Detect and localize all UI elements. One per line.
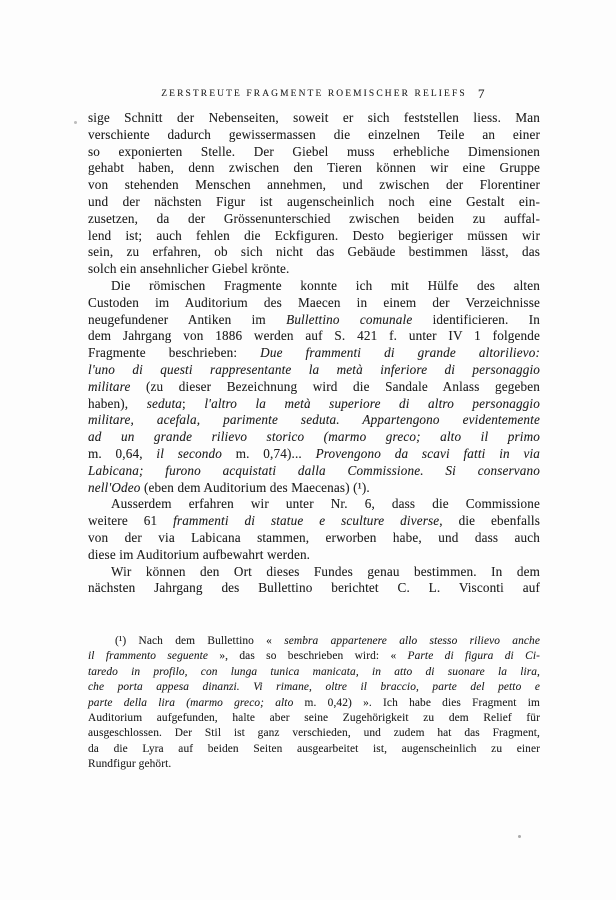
text-line: che porta appesa dinanzi. Vi rimane, oltre il braccio, parte del petto e <box>88 681 540 694</box>
scan-speck <box>74 121 77 124</box>
text-line: weitere 61 frammenti di statue e sculture diverse, die ebenfalls <box>88 513 540 529</box>
text-line: verschiente dadurch gewissermassen die einzelnen Teile an einer <box>88 126 540 142</box>
text-line: militare (zu dieser Bezeichnung wird die Sandale Anlass gegeben <box>88 378 540 394</box>
text-line: von stehenden Menschen annehmen, und zwischen der Florentiner <box>88 177 540 193</box>
text-line: da die Lyra auf beiden Seiten ausgearbeitet ist, augenscheinlich zu einer <box>88 742 540 755</box>
text-line: nell'Odeo (eben dem Auditorium des Maecenas) (¹). <box>88 479 370 495</box>
text-line: von der via Labicana stammen, erworben habe, und dass auch <box>88 529 540 545</box>
scan-speck <box>518 835 521 838</box>
text-line: (¹) Nach dem Bullettino « sembra appartenere allo stesso rilievo anche <box>115 635 540 647</box>
text-line: sige Schnitt der Nebenseiten, soweit er sich feststellen liess. Man <box>88 110 540 125</box>
text-line: l'uno di questi rappresentante la metà inferiore di personaggio <box>88 361 540 377</box>
text-line: sein, zu erfahren, ob sich nicht das Gebäude bestimmen lässt, das <box>88 244 540 260</box>
text-line: Labicana; furono acquistati dalla Commissione. Si conservano <box>88 462 540 478</box>
page-number: 7 <box>478 86 485 101</box>
text-line: ad un grande rilievo storico (marmo greco; alto il primo <box>88 429 540 445</box>
footnote <box>88 634 540 773</box>
text-line: parte della lira (marmo greco; alto m. 0,42) ». Ich habe dies Fragment im <box>88 696 540 709</box>
text-line: diese im Auditorium aufbewahrt werden. <box>88 546 311 562</box>
text-line: zusetzen, da der Grössenunterschied zwischen beiden zu auffal- <box>88 210 540 226</box>
text-line: neugefundener Antiken im Bullettino comunale identificieren. In <box>88 311 540 327</box>
text-line: Die römischen Fragmente konnte ich mit Hülfe des alten <box>111 277 540 293</box>
text-line: Wir können den Ort dieses Fundes genau bestimmen. In dem <box>111 563 540 579</box>
text-line: Fragmente beschrieben: Due frammenti di grande altorilievo: <box>88 345 541 361</box>
running-title: ZERSTREUTE FRAGMENTE ROEMISCHER RELIEFS <box>161 89 467 99</box>
text-line: nächsten Jahrgang des Bullettino berichtet C. L. Visconti auf <box>88 580 540 596</box>
text-line: Rundfigur gehört. <box>88 758 172 771</box>
text-line: Auditorium aufgefunden, halte aber seine Zugehörigkeit zu dem Relief für <box>88 712 540 725</box>
text-line: haben), seduta; l'altro la metà superiore di altro personaggio <box>88 395 540 411</box>
body-text <box>88 110 540 597</box>
text-line: il frammento seguente », das so beschrieben wird: « Parte di figura di Ci- <box>88 650 540 663</box>
text-line: lend ist; auch fehlen die Eckfiguren. Desto begieriger müssen wir <box>88 227 540 243</box>
text-line: und der nächsten Figur ist augenscheinlich noch eine Gestalt ein- <box>88 193 540 209</box>
text-line: gehabt haben, denn zwischen den Tieren können wir eine Gruppe <box>88 160 540 176</box>
text-line: Ausserdem erfahren wir unter Nr. 6, dass die Commissione <box>111 496 540 512</box>
text-line: Custoden im Auditorium des Maecen in einem der Verzeichnisse <box>88 294 540 310</box>
text-line: ausgeschlossen. Der Stil ist ganz verschieden, und zudem hat das Fragment, <box>88 727 540 740</box>
text-line: taredo in profilo, con lunga tunica manicata, in atto di suonare la lira, <box>88 665 540 678</box>
text-line: dem Jahrgang von 1886 werden auf S. 421 f. unter IV 1 folgende <box>88 328 540 344</box>
text-line: solch ein ansehnlicher Giebel krönte. <box>88 261 290 277</box>
text-line: so exponierten Stelle. Der Giebel muss erhebliche Dimensionen <box>88 143 540 159</box>
text-line: m. 0,64, il secondo m. 0,74)... Provengono da scavi fatti in via <box>88 445 541 461</box>
running-head <box>88 86 540 105</box>
text-line: militare, acefala, parimente seduta. Appartengono evidentemente <box>88 412 540 428</box>
